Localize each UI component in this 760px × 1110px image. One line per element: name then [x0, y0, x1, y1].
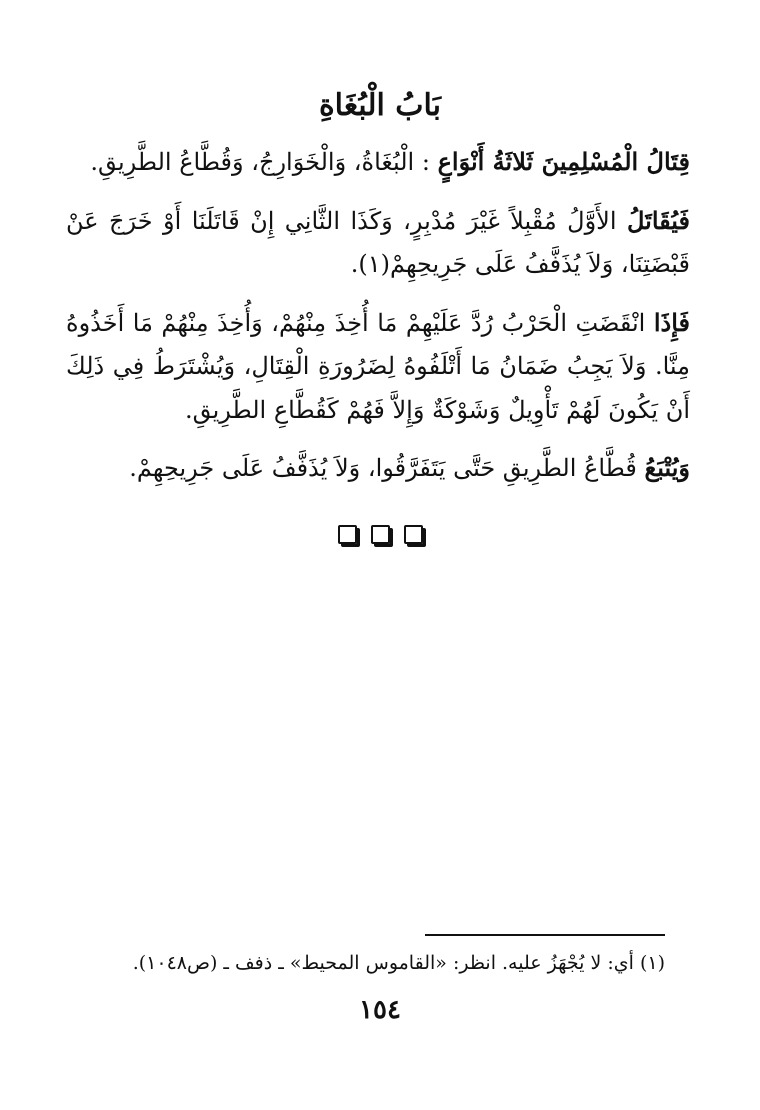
- paragraph-rest: : الْبُغَاةُ، وَالْخَوَارِجُ، وَقُطَّاعُ الطَّرِيقِ.: [90, 148, 430, 176]
- footnote: (١) أي: لا يُجْهَزُ عليه. انظر: «القاموس المحيط» ـ ذفف ـ (ص١٠٤٨).: [132, 952, 665, 974]
- square-ornament-icon: [371, 525, 390, 544]
- section-end-ornament: [0, 525, 760, 544]
- paragraph-rest: انْقَضَتِ الْحَرْبُ رُدَّ عَلَيْهِمْ مَا أُخِذَ مِنْهُمْ، وَأُخِذَ مِنْهُمْ مَا أَخَذُوهُ مِنَّا. وَلاَ يَجِبُ ضَمَانُ مَا أَتْلَفُوهُ لِضَرُورَةِ الْقِتَالِ، وَيُشْتَرَطُ فِي ذَلِكَ أَنْ يَكُونَ لَهُمْ تَأْوِيلٌ وَشَوْكَةٌ وَإِلاَّ فَهُمْ كَقُطَّاعِ الطَّرِيقِ.: [66, 308, 690, 424]
- paragraph-rest: قُطَّاعُ الطَّرِيقِ حَتَّى يَتَفَرَّقُوا، وَلاَ يُذَفَّفُ عَلَى جَرِيحِهِمْ.: [129, 454, 637, 482]
- paragraph-lead: وَيُتْبَعُ: [644, 453, 690, 482]
- square-ornament-icon: [404, 525, 423, 544]
- square-ornament-icon: [338, 525, 357, 544]
- paragraph-lead: فَيُقَاتَلُ: [626, 205, 690, 235]
- paragraph-rest: الأَوَّلُ مُقْبِلاً غَيْرَ مُدْبِرٍ، وَكَذَا الثَّانِي إِنْ قَاتَلَنَا أَوْ خَرَجَ عَنْ قَبْضَتِنَا، وَلاَ يُذَفَّفُ عَلَى جَرِيحِهِمْ(١).: [66, 206, 690, 278]
- chapter-title: بَابُ الْبُغَاةِ: [318, 88, 442, 123]
- paragraph-1: [66, 140, 690, 185]
- main-text: [66, 140, 690, 491]
- paragraph-4: [66, 446, 690, 491]
- paragraph-lead: قِتَالُ الْمُسْلِمِينَ ثَلاثَةُ أَنْوَاعٍ: [437, 147, 690, 176]
- footnote-divider: [425, 934, 665, 936]
- page-number: ١٥٤: [359, 995, 401, 1025]
- paragraph-3: [66, 301, 690, 433]
- paragraph-lead: فَإِذَا: [653, 307, 690, 337]
- paragraph-2: [66, 199, 690, 287]
